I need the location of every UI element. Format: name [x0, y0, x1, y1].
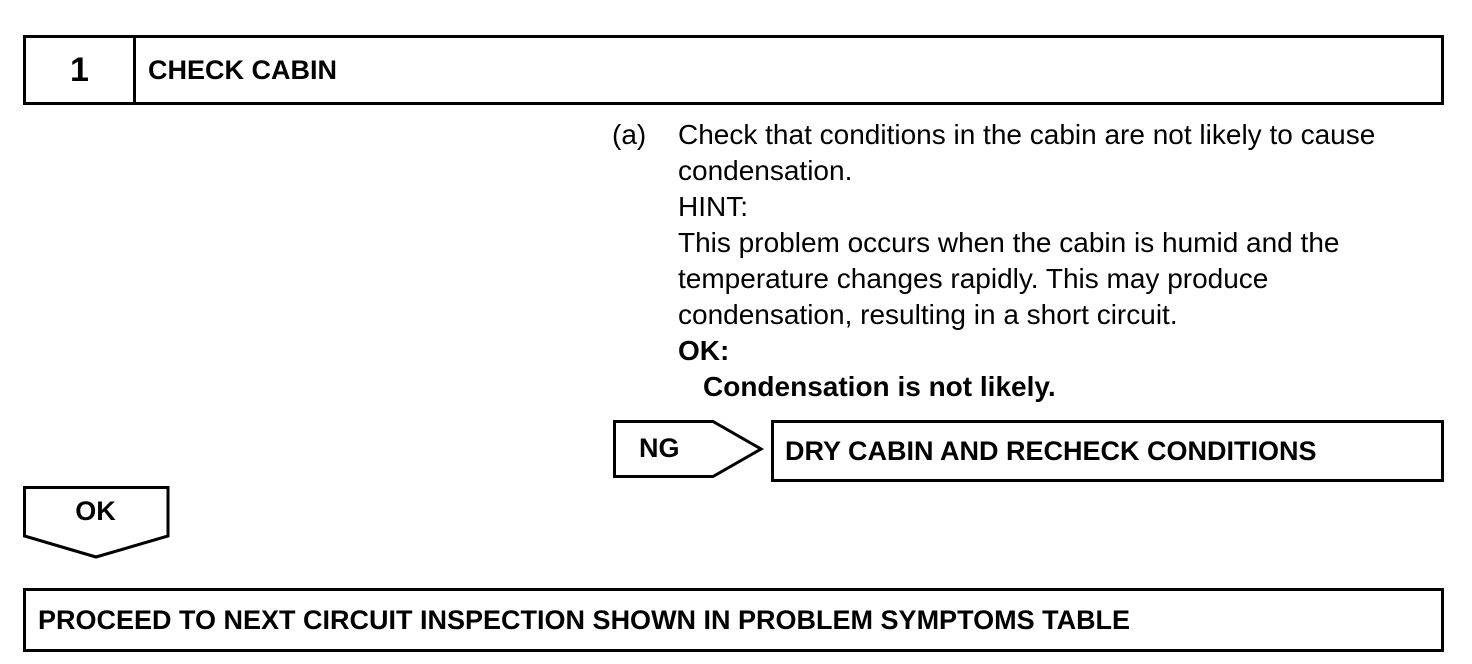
ok-branch-arrow	[23, 486, 171, 560]
hint-line-2: temperature changes rapidly. This may produce	[678, 263, 1269, 294]
step-number: 1	[26, 38, 136, 102]
procedure-block	[612, 117, 1452, 405]
procedure-body	[678, 117, 1452, 405]
instruction-line-2: condensation.	[678, 155, 853, 186]
procedure-step-a	[612, 117, 1452, 405]
hint-line-3: condensation, resulting in a short circuit.	[678, 299, 1178, 330]
instruction-line-1: Check that conditions in the cabin are not likely to cause	[678, 119, 1376, 150]
hint-label: HINT:	[678, 191, 748, 222]
procedure-marker: (a)	[612, 119, 647, 150]
step-header	[23, 35, 1444, 105]
ok-criteria-label: OK:	[678, 335, 730, 366]
ng-action-box: DRY CABIN AND RECHECK CONDITIONS	[771, 420, 1444, 482]
ng-label: NG	[639, 433, 680, 463]
ng-branch-arrow	[613, 420, 773, 478]
step-title: CHECK CABIN	[148, 54, 337, 85]
hint-line-1: This problem occurs when the cabin is humid and the	[678, 227, 1340, 258]
ng-arrow-icon	[613, 420, 773, 478]
ok-criteria-condition: Condensation is not likely.	[703, 371, 1056, 402]
ok-label: OK	[75, 496, 116, 526]
ok-action-box: PROCEED TO NEXT CIRCUIT INSPECTION SHOWN IN PROBLEM SYMPTOMS TABLE	[23, 588, 1444, 652]
